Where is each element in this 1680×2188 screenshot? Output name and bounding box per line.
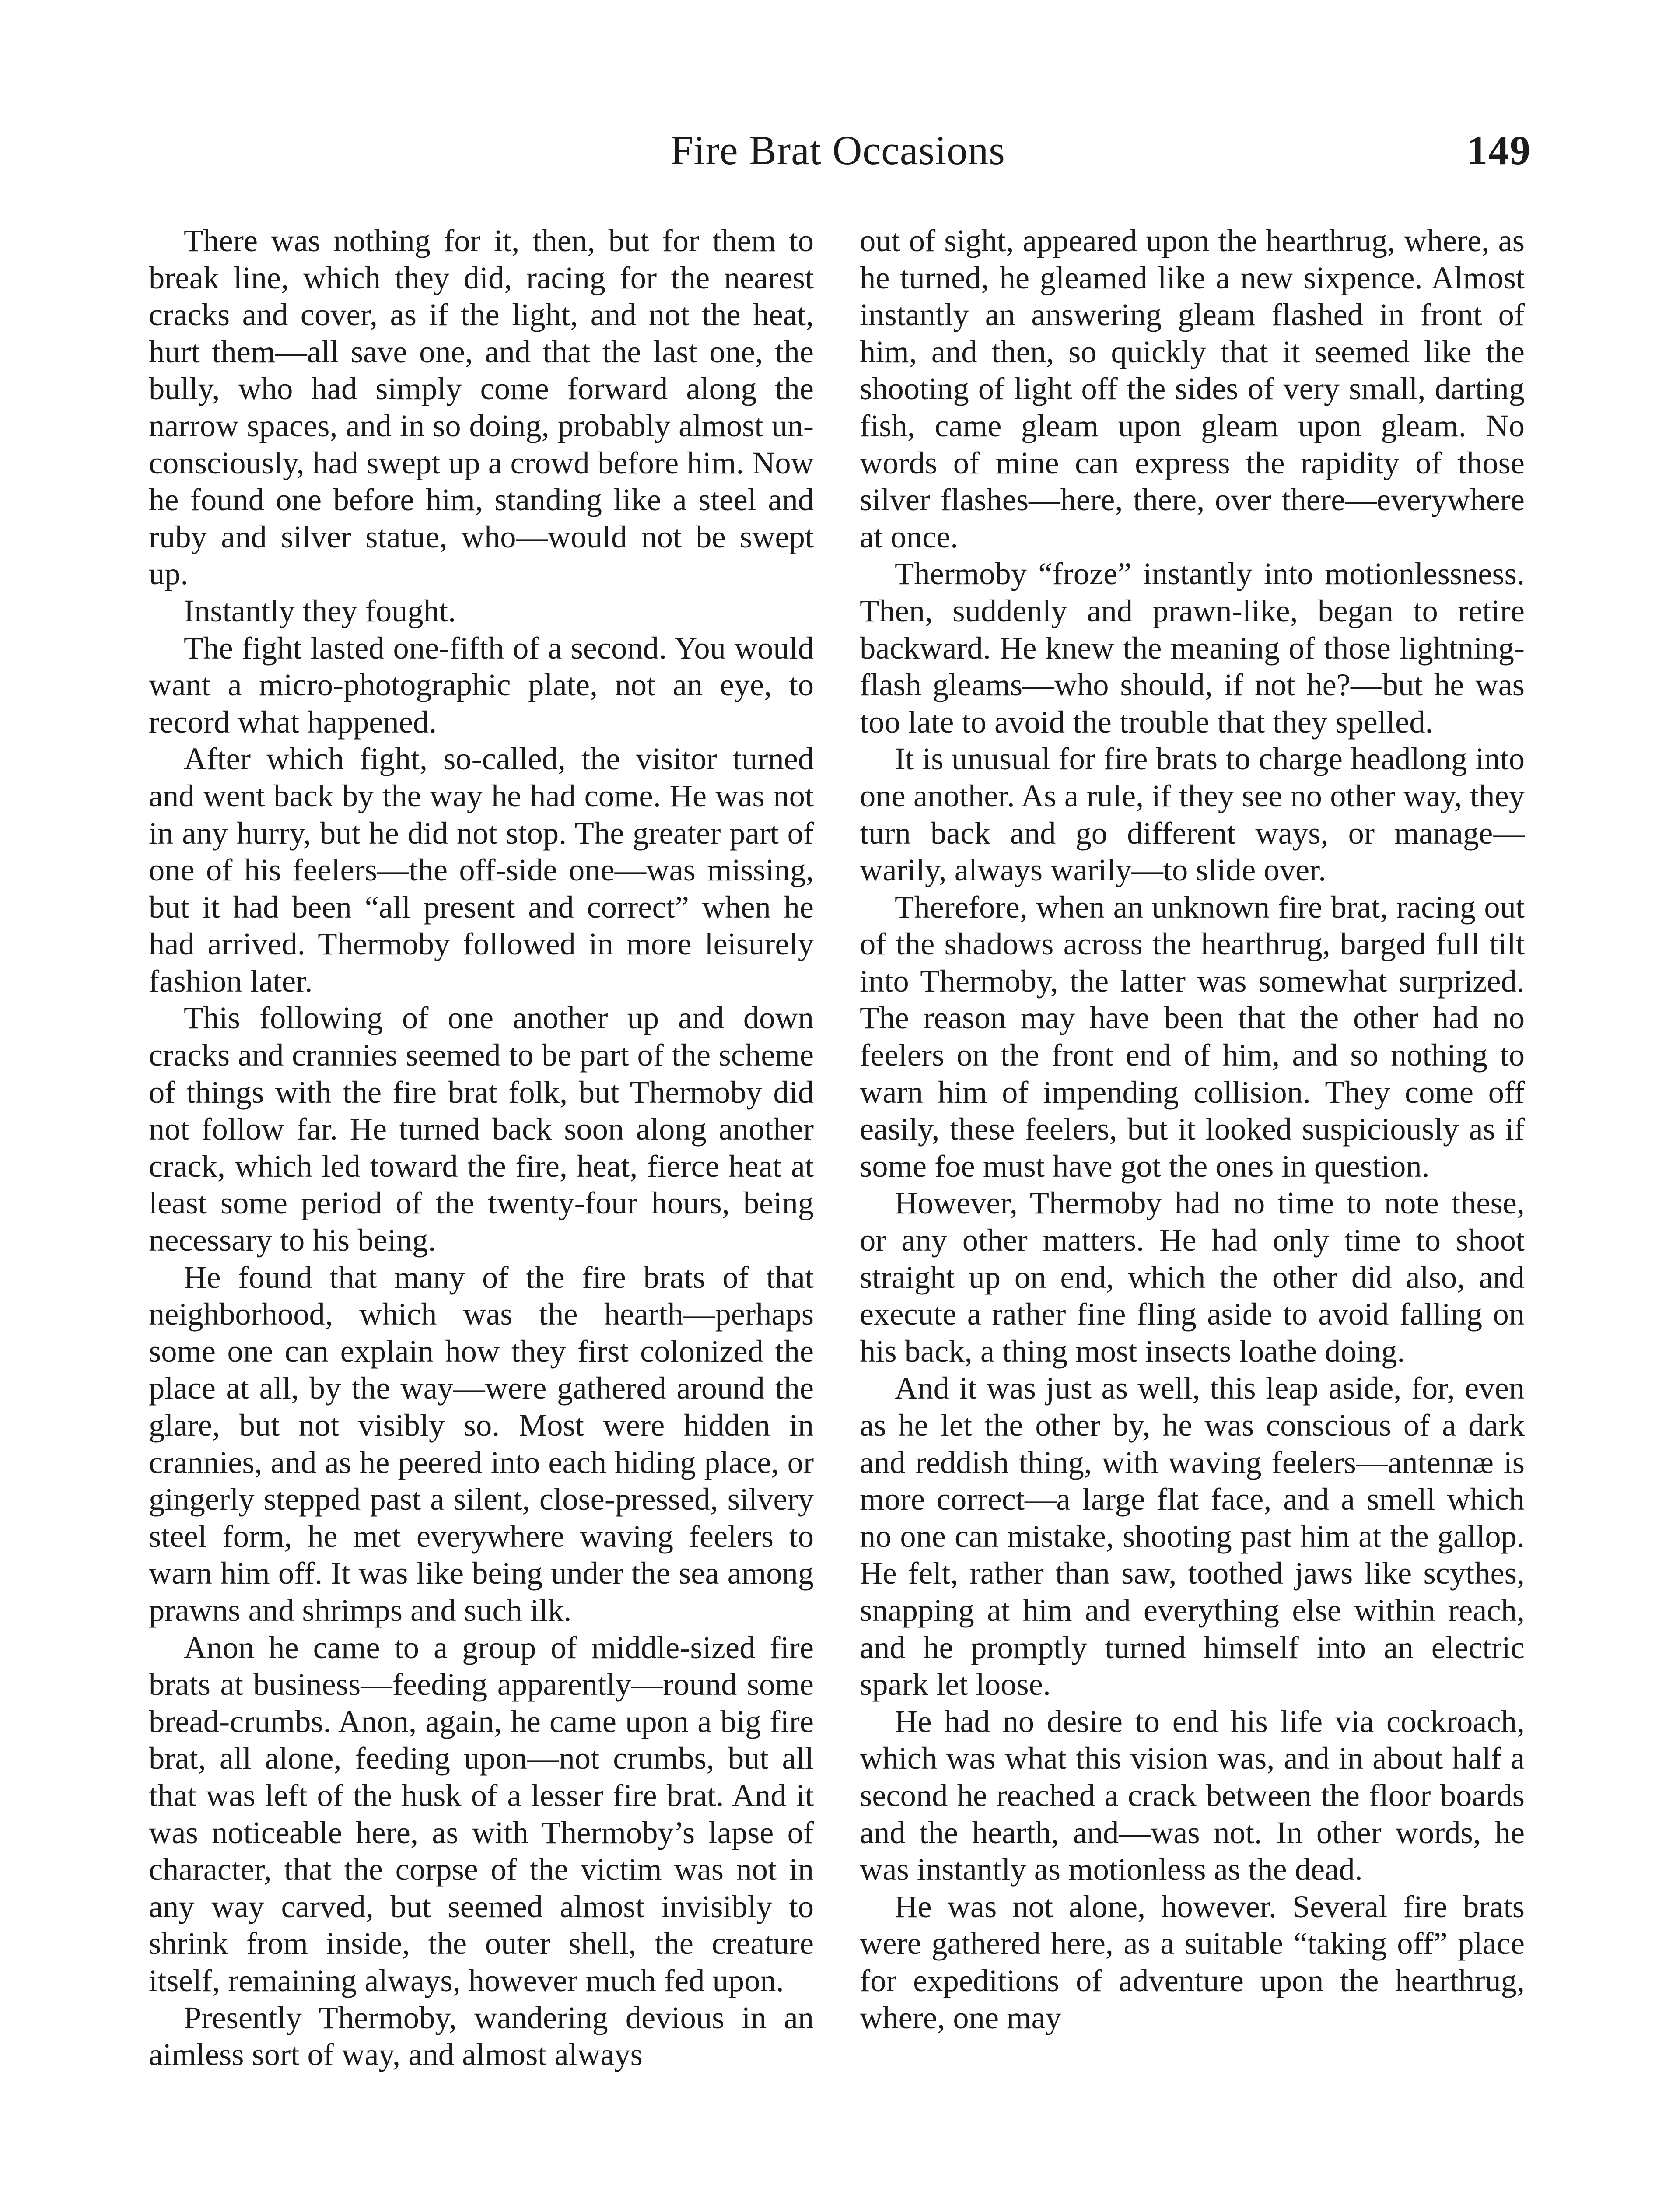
paragraph: And it was just as well, this leap aside, for, even as he let the other by, he was conscious of a dark and reddish thing, with waving feelers—antennæ is more correct—a large flat face, and a smell which no one can mistake, shooting past him at the gallop. He felt, rather than saw, toothed jaws like scythes, snapping at him and everything else within reach, and he promptly turned himself into an electric spark let loose. [860, 1370, 1525, 1702]
page-number: 149 [1467, 128, 1531, 173]
paragraph: Anon he came to a group of middle-sized fire brats at business—feeding apparently—round some bread-crumbs. Anon, again, he came upon a big fire brat, all alone, feeding upon—not crumbs, but all that was left of the husk of a lesser fire brat. And it was noticeable here, as with Thermoby’s lapse of character, that the corpse of the victim was not in any way carved, but seemed almost invisibly to shrink from inside, the outer shell, the creature itself, remaining always, however much fed upon. [149, 1629, 814, 1998]
text-column-right [860, 222, 1525, 2188]
running-head [144, 127, 1531, 188]
paragraph: Presently Thermoby, wandering devious in an aimless sort of way, and almost always [149, 1999, 814, 2072]
paragraph: The fight lasted one-fifth of a second. You would want a micro-photographic plate, not an eye, to record what happened. [149, 630, 814, 740]
paragraph: Therefore, when an unknown fire brat, racing out of the shadows across the hearthrug, barged full tilt into Thermoby, the latter was somewhat surprized. The reason may have been that the other had no feelers on the front end of him, and so nothing to warn him of impending collision. They come off easily, these feelers, but it looked suspiciously as if some foe must have got the ones in question. [860, 889, 1525, 1184]
chapter-title: Fire Brat Occasions [670, 128, 1005, 173]
text-column-left [149, 222, 814, 2188]
paragraph: He had no desire to end his life via cockroach, which was what this vision was, and in about half a second he reached a crack between the floor boards and the hearth, and—was not. In other words, he was instantly as motionless as the dead. [860, 1703, 1525, 1887]
paragraph: This following of one another up and down cracks and crannies seemed to be part of the scheme of things with the fire brat folk, but Thermoby did not follow far. He turned back soon along another crack, which led toward the fire, heat, fierce heat at least some period of the twenty-four hours, being necessary to his being. [149, 1000, 814, 1258]
paragraph: There was nothing for it, then, but for them to break line, which they did, racing for the nearest cracks and cover, as if the light, and not the heat, hurt them—all save one, and that the last one, the bully, who had simply come forward along the narrow spaces, and in so doing, probably almost unconsciously, had swept up a crowd before him. Now he found one before him, standing like a steel and ruby and silver statue, who—would not be swept up. [149, 223, 814, 592]
paragraph: He found that many of the fire brats of that neighborhood, which was the hearth—perhaps some one can explain how they first colonized the place at all, by the way—were gathered around the glare, but not visibly so. Most were hidden in crannies, and as he peered into each hiding place, or gingerly stepped past a silent, close-pressed, silvery steel form, he met everywhere waving feelers to warn him off. It was like being under the sea among prawns and shrimps and such ilk. [149, 1259, 814, 1628]
paragraph-continued: out of sight, appeared upon the hearthrug, where, as he turned, he gleamed like a new sixpence. Almost instantly an answering gleam flashed in front of him, and then, so quickly that it seemed like the shooting of light off the sides of very small, darting fish, came gleam upon gleam upon gleam. No words of mine can express the rapidity of those silver flashes—here, there, over there—everywhere at once. [860, 223, 1525, 554]
paragraph: After which fight, so-called, the visitor turned and went back by the way he had come. He was not in any hurry, but he did not stop. The greater part of one of his feelers—the off-side one—was missing, but it had been “all present and correct” when he had arrived. Thermoby followed in more leisurely fashion later. [149, 741, 814, 999]
paragraph: It is unusual for fire brats to charge headlong into one another. As a rule, if they see no other way, they turn back and go different ways, or manage—warily, always warily—to slide over. [860, 741, 1525, 888]
paragraph: He was not alone, however. Several fire brats were gathered here, as a suitable “taking off” place for expeditions of adventure upon the hearthrug, where, one may [860, 1888, 1525, 2035]
paragraph: However, Thermoby had no time to note these, or any other matters. He had only time to shoot straight up on end, which the other did also, and execute a rather fine fling aside to avoid falling on his back, a thing most insects loathe doing. [860, 1185, 1525, 1369]
paragraph: Thermoby “froze” instantly into motionlessness. Then, suddenly and prawn-like, began to retire backward. He knew the meaning of those lightning-flash gleams—who should, if not he?—but he was too late to avoid the trouble that they spelled. [860, 556, 1525, 740]
paragraph: Instantly they fought. [184, 593, 456, 628]
